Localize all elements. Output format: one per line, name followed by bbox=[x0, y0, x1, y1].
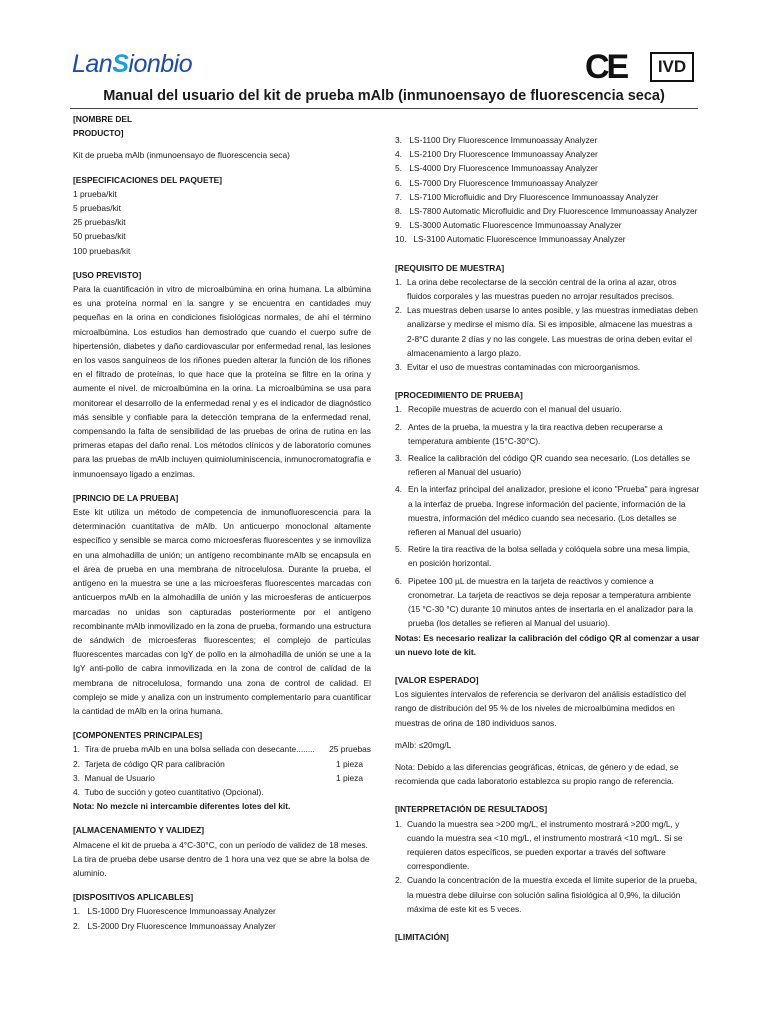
item-qty: 1 pieza bbox=[335, 772, 363, 783]
uso-heading: [USO PREVISTO] bbox=[73, 269, 142, 280]
title-rule bbox=[70, 108, 698, 109]
lansionbio-logo: LanSionbio bbox=[72, 50, 193, 78]
paquete-item: 50 pruebas/kit bbox=[73, 231, 126, 242]
almacen-text: Almacene el kit de prueba a 4°C-30°C, con un período de validez de 18 meses. La tira de prueba debe usarse dentro de 1 hora una vez que se abre la bolsa de aluminio. bbox=[73, 839, 370, 878]
paquete-item: 25 pruebas/kit bbox=[73, 217, 126, 228]
paquete-item: 5 pruebas/kit bbox=[73, 203, 121, 214]
left-column bbox=[73, 112, 371, 933]
item-number: 3. bbox=[73, 772, 80, 783]
componente-item bbox=[73, 771, 371, 785]
componentes-nota: Nota: No mezcle ni intercambie diferentes lotes del kit. bbox=[73, 801, 291, 812]
valor-text: Los siguientes intervalos de referencia se derivaron del análisis estadístico del rango de distribución del 95 % de los niveles de microalbúmina medidos en muestras de orina de 180 individuos sanos. bbox=[395, 689, 686, 728]
uso-text: Para la cuantificación in vitro de microalbúmina en orina humana. La albúmina es una proteína normal en la sangre y se encuentra en cantidades muy pequeñas en la orina en condiciones fisiológicas normales, de ahí el término microalbúmina. Los estudios han demostrado que cuando el cuerpo sufre de hipertensión, diabetes y daño cardiovascular por enfermedad renal, las lesiones en los vasos sanguíneos de los riñones pueden alterar la función de los riñones en el filtrado de proteínas, lo que hace que la proteína se filtre en la orina y aumente el nivel. de microalbúmina en la orina. La microalbúmina se usa para monitorear el desarrollo de la enfermedad renal y es el indicador de diagnóstico más sensible y confiable para la detección temprana de la enfermedad renal, compensando la falta de sensibilidad de las pruebas de orina de rutina en las primeras etapas del daño renal. Los métodos clínicos y de laboratorio comunes para las pruebas de mAlb incluyen quimioluminiscencia, inmunocromatografía e inmunoensayo ligado a enzimas. bbox=[73, 284, 371, 479]
componente-item bbox=[73, 785, 371, 799]
page-header bbox=[0, 0, 768, 110]
procedimiento-item: 2. Antes de la prueba, la muestra y la tira reactiva deben recuperarse a temperatura ambiente (15°C-30°C). bbox=[395, 421, 663, 446]
procedimiento-item: 3. Realice la calibración del código QR cuando sea necesario. (Los detalles se refieren al Manual del usuario) bbox=[395, 453, 691, 478]
limitacion-heading: [LIMITACIÓN] bbox=[395, 931, 449, 942]
item-qty: 1 pieza bbox=[335, 758, 363, 769]
dispositivos-list-left bbox=[73, 904, 371, 932]
valor-nota: Nota: Debido a las diferencias geográficas, étnicas, de género y de edad, se recomienda que cada laboratorio establezca su propio rango de referencia. bbox=[395, 761, 679, 787]
interp-list bbox=[395, 817, 701, 916]
procedimiento-nota: Notas: Es necesario realizar la calibración del código QR al comenzar a usar un nuevo lote de kit. bbox=[395, 632, 700, 657]
dispositivo-item: 6. LS-7000 Dry Fluorescence Immunoassay Analyzer bbox=[395, 177, 598, 188]
ivd-mark: IVD bbox=[650, 52, 694, 82]
document-title: Manual del usuario del kit de prueba mAlb (inmunoensayo de fluorescencia seca) bbox=[103, 88, 665, 104]
item-qty: 25 pruebas bbox=[329, 744, 371, 755]
paquete-item: 1 prueba/kit bbox=[73, 188, 117, 199]
procedimiento-item: 4. En la interfaz principal del analizador, presione el icono "Prueba" para ingresar a la interfaz de prueba. Ingrese información del paciente, información de la muestra, información del médico cuando sea necesario. (Los detalles se refieren al Manual del usuario) bbox=[395, 484, 700, 538]
dispositivos-list-right bbox=[395, 133, 701, 247]
interp-item: 1. Cuando la muestra sea >200 mg/L, el instrumento mostrará >200 mg/L, y cuando la muestra sea <10 mg/L, el instrumento mostrará <10 mg/L. Si se requieren datos específicos, se pueden exportar a través del software correspondiente. bbox=[395, 818, 683, 872]
paquete-list bbox=[73, 187, 371, 258]
item-name: Tarjeta de código QR para calibración bbox=[84, 758, 225, 769]
dispositivos-heading: [DISPOSITIVOS APLICABLES] bbox=[73, 892, 194, 903]
componente-item bbox=[73, 742, 371, 756]
dispositivo-item: 4. LS-2100 Dry Fluorescence Immunoassay Analyzer bbox=[395, 149, 598, 160]
dispositivo-item: 7. LS-7100 Microfluidic and Dry Fluorescence Immunoassay Analyzer bbox=[395, 191, 659, 202]
nombre-text: Kit de prueba mAlb (inmunoensayo de fluorescencia seca) bbox=[73, 150, 290, 161]
valor-value: mAlb: ≤20mg/L bbox=[395, 739, 452, 750]
item-name: Tubo de succión y goteo cuantitativo (Opcional). bbox=[84, 786, 264, 797]
procedimiento-item: 5. Retire la tira reactiva de la bolsa sellada y colóquela sobre una mesa limpia, en posición horizontal. bbox=[395, 544, 691, 569]
paquete-item: 100 pruebas/kit bbox=[73, 245, 131, 256]
item-number: 2. bbox=[73, 758, 80, 769]
dispositivo-item: 1. LS-1000 Dry Fluorescence Immunoassay Analyzer bbox=[73, 906, 276, 917]
principio-text: Este kit utiliza un método de competencia de inmunofluorescencia para la determinación cuantitativa de mAlb. Un anticuerpo monoclonal altamente específico y sensible se marca como microesferas fluorescentes y se inmoviliza en una almohadilla de unión; un antígeno recombinante mAlb se encapsula en el área de prueba en una membrana de nitrocelulosa. Durante la prueba, el antígeno en la muestra se une a las microesferas fluorescentes marcadas con anticuerpos mAlb en la almohadilla de unión y las microesferas de anticuerpos marcadas no unidas son capturadas posteriormente por el antígeno recombinante mAlb inmovilizado en la zona de prueba, formando una estructura de sándwich de microesferas fluorescentes; el complejo de partículas fluorescentes marcadas con IgY de pollo en la almohadilla de unión se une a la IgY anti-pollo de cabra inmovilizada en la zona de control de calidad de la membrana de nitrocelulosa, formando una zona de control de calidad. El complejo se mide y analiza con un instrumento complementario para cuantificar la cantidad de mAlb en la orina humana. bbox=[73, 507, 371, 716]
ce-mark: CE bbox=[585, 48, 627, 86]
interp-item: 2. Cuando la concentración de la muestra exceda el límite superior de la prueba, la muestra debe diluirse con solución salina fisiológica al 0,9%, la dilución máxima de este kit es 5 veces. bbox=[395, 875, 698, 914]
interp-heading: [INTERPRETACIÓN DE RESULTADOS] bbox=[395, 804, 548, 815]
componentes-heading: [COMPONENTES PRINCIPALES] bbox=[73, 730, 203, 741]
componentes-list bbox=[73, 742, 371, 799]
procedimiento-list bbox=[395, 402, 701, 630]
requisito-item: 3. Evitar el uso de muestras contaminadas con microorganismos. bbox=[395, 362, 641, 373]
requisito-item: 2. Las muestras deben usarse lo antes posible, y las muestras inmediatas deben analizarse y medirse el mismo día. Si es imposible, almacene las muestras a 2-8°C durante 2 días y no las congele. Las muestras de orina deben evitar el almacenamiento a largo plazo. bbox=[395, 305, 698, 358]
paquete-heading: [ESPECIFICACIONES DEL PAQUETE] bbox=[73, 174, 223, 185]
item-name: Tira de prueba mAlb en una bolsa sellada con desecante........ bbox=[84, 744, 315, 755]
dispositivo-item: 2. LS-2000 Dry Fluorescence Immunoassay Analyzer bbox=[73, 920, 276, 931]
requisito-item: 1. La orina debe recolectarse de la sección central de la orina al azar, otros fluidos corporales y las muestras pueden no arrojar resultados precisos. bbox=[395, 276, 677, 302]
componente-item bbox=[73, 757, 371, 771]
right-column bbox=[395, 133, 701, 944]
procedimiento-item: 1. Recopile muestras de acuerdo con el manual del usuario. bbox=[395, 404, 622, 415]
requisito-list bbox=[395, 275, 701, 374]
almacen-heading: [ALMACENAMIENTO Y VALIDEZ] bbox=[73, 825, 205, 836]
item-number: 4. bbox=[73, 786, 80, 797]
nombre-heading: [NOMBRE DEL PRODUCTO] bbox=[73, 114, 132, 139]
requisito-heading: [REQUISITO DE MUESTRA] bbox=[395, 262, 505, 273]
dispositivo-item: 10. LS-3100 Automatic Fluorescence Immunoassay Analyzer bbox=[395, 234, 626, 245]
item-name: Manual de Usuario bbox=[84, 772, 155, 783]
procedimiento-item: 6. Pipetee 100 µL de muestra en la tarjeta de reactivos y comience a cronometrar. La tarjeta de reactivos se deja reposar a temperatura ambiente (15 °C-30 °C) durante 10 minutos antes de insertarla en el analizador para la prueba (los detalles se refieren al Manual del usuario). bbox=[395, 575, 694, 629]
principio-heading: [PRINCIO DE LA PRUEBA] bbox=[73, 492, 179, 503]
dispositivo-item: 5. LS-4000 Dry Fluorescence Immunoassay Analyzer bbox=[395, 163, 598, 174]
dispositivo-item: 3. LS-1100 Dry Fluorescence Immunoassay Analyzer bbox=[395, 135, 598, 145]
valor-heading: [VALOR ESPERADO] bbox=[395, 674, 479, 685]
procedimiento-heading: [PROCEDIMIENTO DE PRUEBA] bbox=[395, 390, 523, 401]
item-number: 1. bbox=[73, 744, 80, 755]
dispositivo-item: 8. LS-7800 Automatic Microfluidic and Dry Fluorescence Immunoassay Analyzer bbox=[395, 206, 698, 217]
dispositivo-item: 9. LS-3000 Automatic Fluorescence Immunoassay Analyzer bbox=[395, 220, 622, 231]
